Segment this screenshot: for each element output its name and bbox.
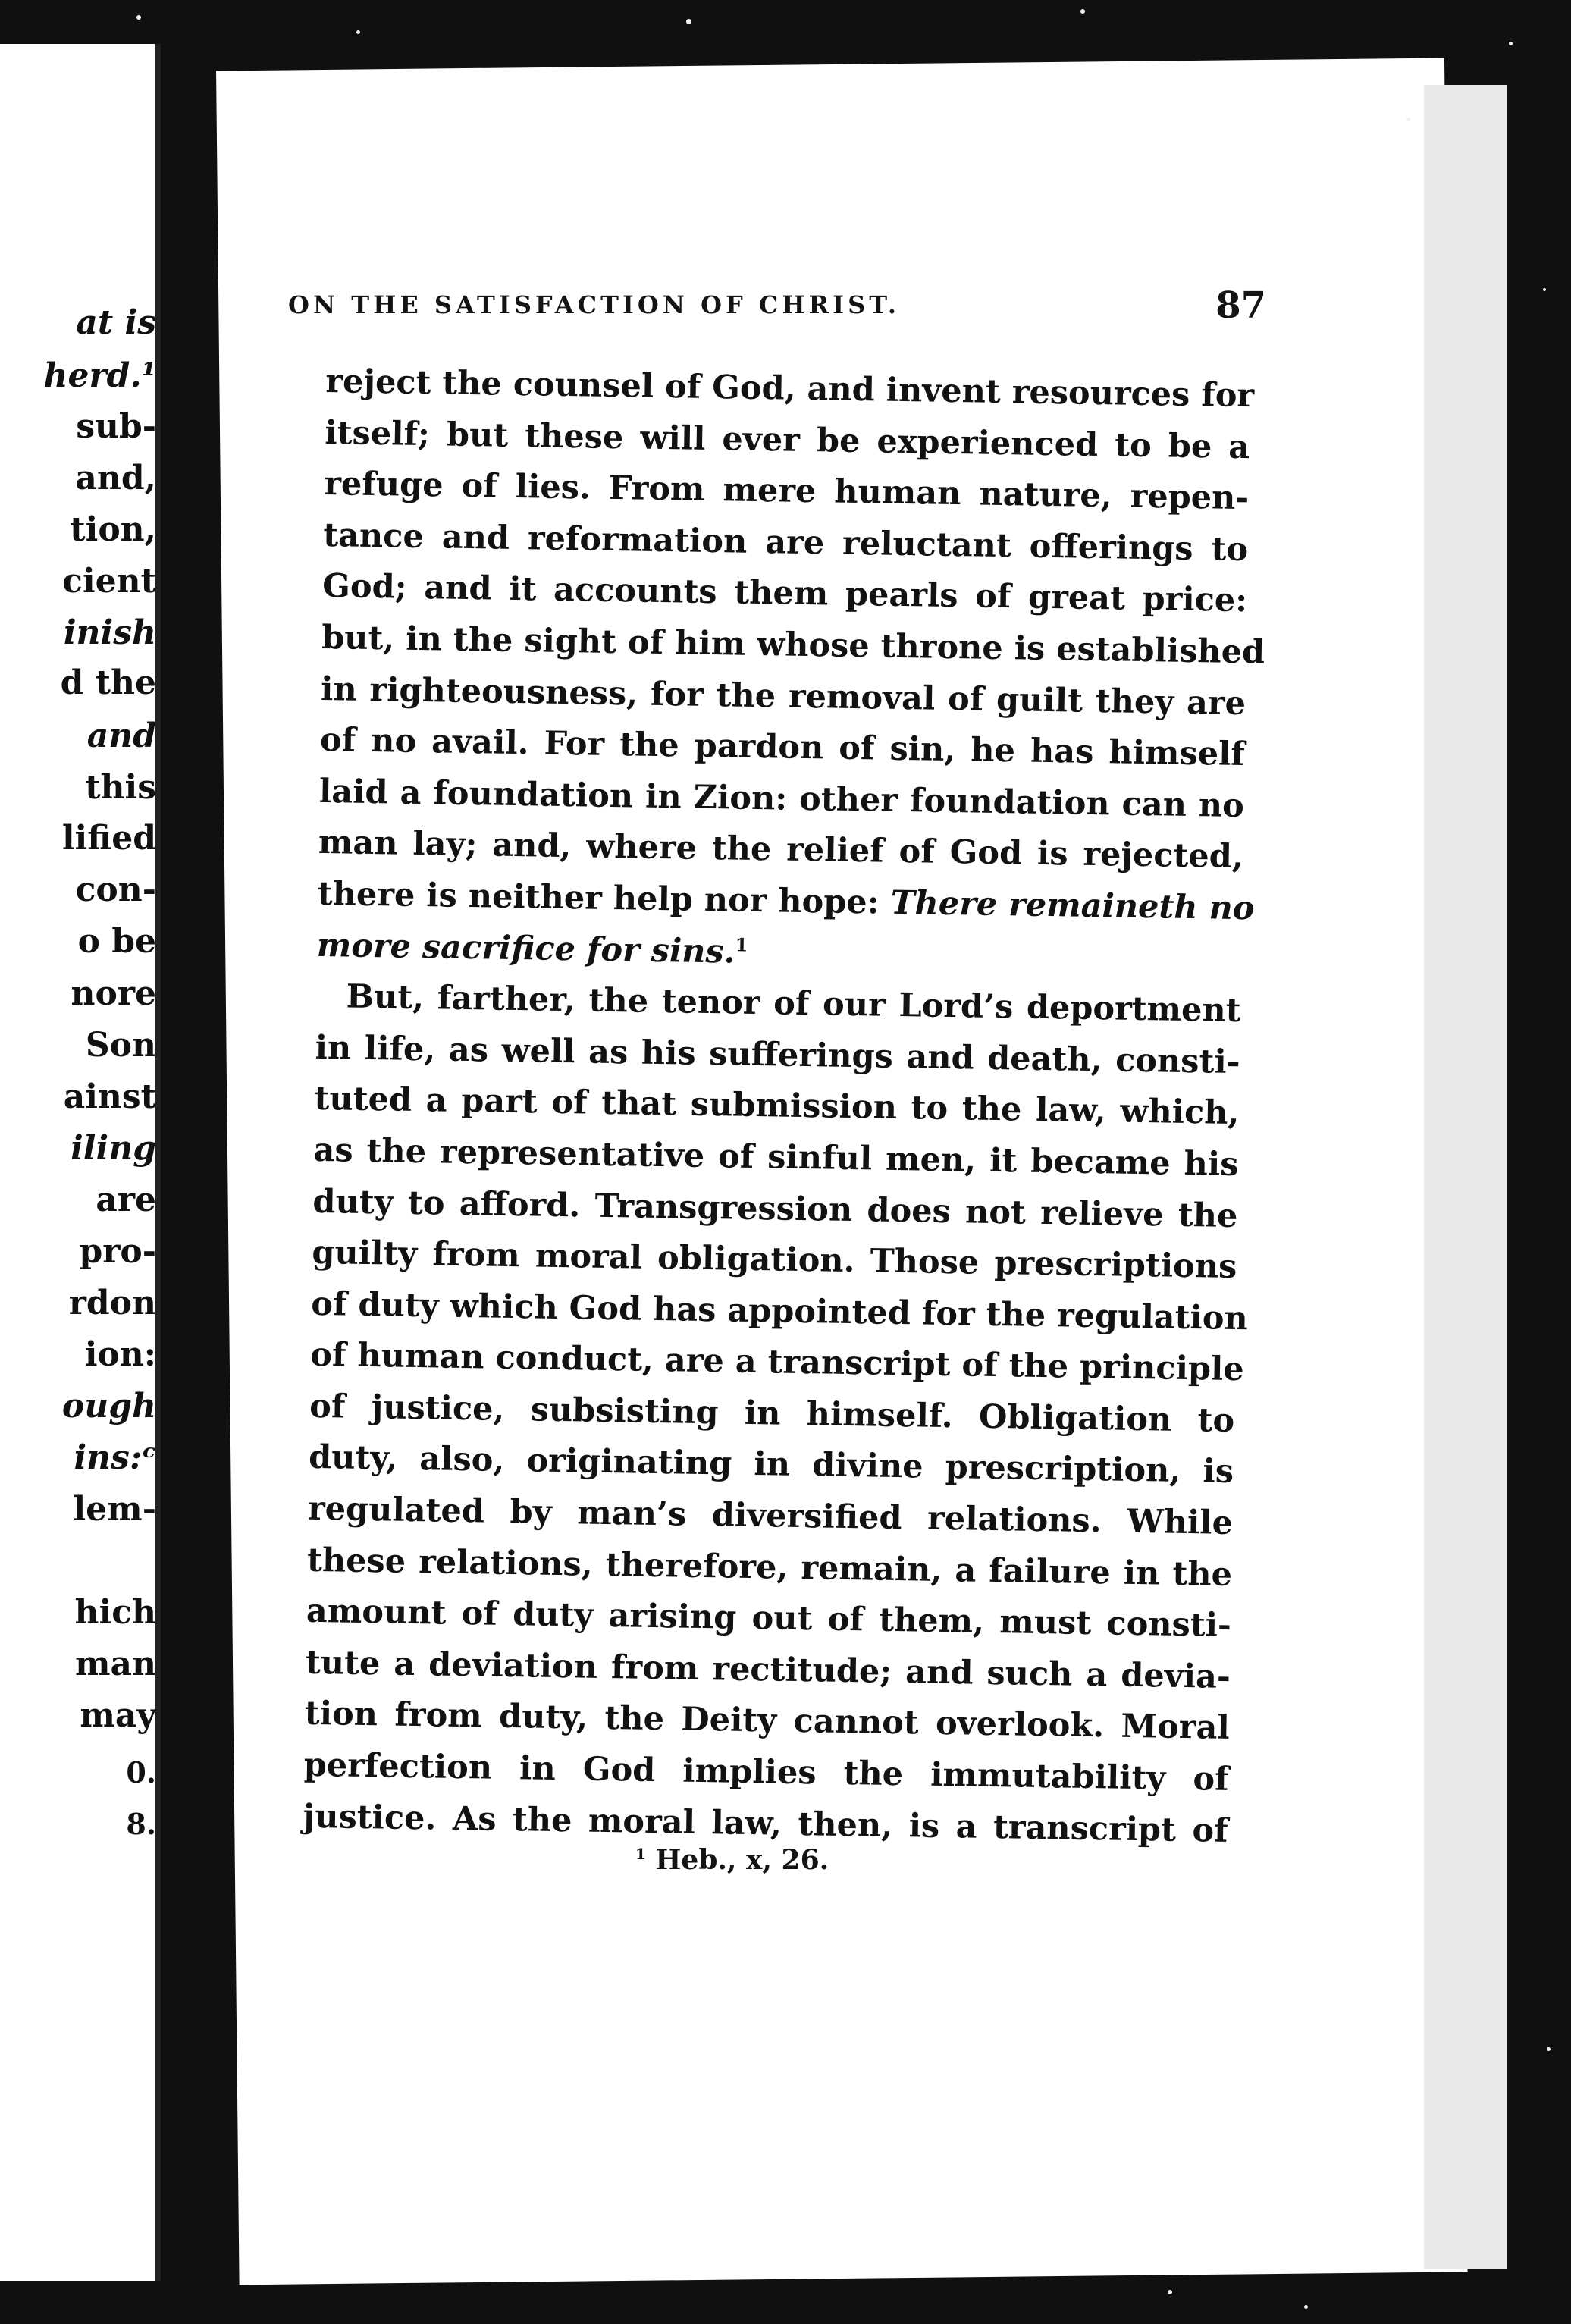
left-page-fragment: lem- — [73, 1490, 156, 1529]
left-page-fragment: cient — [62, 562, 156, 601]
left-page-fragment: sub- — [76, 407, 156, 446]
scan-speck — [1547, 2047, 1551, 2051]
left-page-fragment: 8. — [126, 1807, 156, 1841]
left-page-fragment: hich — [74, 1593, 156, 1632]
footnote-marker: 1 — [635, 1845, 646, 1863]
scan-speck — [1543, 288, 1546, 291]
scan-border — [1507, 76, 1571, 2320]
scan-speck — [1509, 42, 1513, 45]
line-text: duty, also, originating in divine prescription, is — [308, 1438, 1234, 1491]
line-text: duty to afford. Transgression does not relieve the — [312, 1182, 1238, 1235]
line-text: there is neither help nor hope: — [317, 874, 880, 922]
line-text: regulated by man’s diversified relations. While — [307, 1489, 1234, 1543]
left-page-fragment: ainst — [63, 1077, 156, 1116]
line-text: guilty from moral obligation. Those prescriptions — [312, 1233, 1237, 1287]
left-page-fragment: 0. — [126, 1755, 156, 1789]
body-text — [303, 356, 1265, 1857]
left-page-fragment: at is — [76, 303, 156, 342]
line-text: in righteousness, for the removal of guilt they are — [320, 670, 1246, 723]
left-page-fragment: are — [96, 1181, 156, 1219]
line-text: but, in the sight of him whose throne is established — [321, 618, 1265, 672]
line-text: tance and reformation are reluctant offerings to — [322, 516, 1249, 569]
line-text: of duty which God has appointed for the regulation — [310, 1284, 1249, 1338]
line-text: reject the counsel of God, and invent resources for — [325, 362, 1255, 416]
left-page-fragment: tion, — [70, 510, 156, 549]
scripture-quote: There remaineth no — [890, 883, 1255, 928]
line-text: laid a foundation in Zion: other foundation can no — [318, 772, 1245, 825]
left-page-fragment: ough — [61, 1387, 156, 1425]
scan-speck — [356, 30, 360, 34]
line-text: of human conduct, are a transcript of the principle — [309, 1336, 1245, 1389]
left-page-fragment: o be — [77, 922, 156, 961]
scan-speck — [1406, 118, 1410, 121]
left-page-fragment: con- — [75, 870, 156, 909]
left-page-fragment: iling — [71, 1129, 156, 1168]
left-page-fragment: d the — [60, 663, 156, 702]
line-text: itself; but these will ever be experienced to be a — [325, 413, 1250, 466]
line-text: But, farther, the tenor of our Lord’s deportment — [346, 977, 1241, 1030]
left-page-fragment: Son — [85, 1026, 156, 1065]
left-page-fragment: nore — [71, 974, 156, 1013]
scripture-quote: more sacrifice for sins. — [316, 926, 736, 971]
left-page-fragment: this — [85, 768, 156, 807]
scan-speck — [1168, 2290, 1172, 2294]
left-page-fragment: may — [80, 1696, 156, 1735]
line-text: of no avail. For the pardon of sin, he has himself — [319, 721, 1246, 774]
scan-speck — [1304, 2305, 1308, 2309]
previous-page-fragment — [0, 44, 161, 2281]
scan-speck — [136, 15, 141, 20]
left-page-fragment: rdon — [68, 1284, 156, 1322]
left-page-fragment: herd.¹ — [43, 356, 156, 395]
line-text: in life, as well as his sufferings and death, consti- — [315, 1028, 1240, 1081]
line-text: justice. As the moral law, then, is a transcript of — [303, 1797, 1228, 1850]
left-page-fragment: ion: — [84, 1335, 156, 1374]
page-number: 87 — [1215, 284, 1266, 327]
page-edge — [1424, 85, 1507, 2269]
line-text: refuge of lies. From mere human nature, repen- — [323, 465, 1250, 518]
footnote-text: Heb., x, 26. — [655, 1844, 829, 1876]
left-page-fragment: pro- — [79, 1232, 156, 1271]
running-head — [288, 284, 1266, 337]
scan-speck — [686, 19, 691, 24]
scan-speck — [1080, 9, 1085, 14]
footnote — [635, 1844, 829, 1876]
left-page-fragment: lified — [61, 819, 156, 858]
line-text: tion from duty, the Deity cannot overlook. Moral — [304, 1695, 1231, 1748]
left-page-fragment: and — [86, 717, 156, 755]
left-page-fragment: man — [74, 1645, 156, 1683]
line-text: man lay; and, where the relief of God is rejected, — [318, 823, 1244, 877]
line-text: tute a deviation from rectitude; and such a devia- — [305, 1643, 1231, 1696]
footnote-reference: 1 — [735, 933, 748, 956]
line-text: amount of duty arising out of them, must consti- — [306, 1592, 1232, 1645]
line-text: of justice, subsisting in himself. Obligation to — [309, 1387, 1235, 1440]
line-text: as the representative of sinful men, it became his — [313, 1131, 1239, 1184]
line-text: perfection in God implies the immutability of — [303, 1745, 1230, 1799]
line-text: these relations, therefore, remain, a failure in the — [306, 1541, 1233, 1594]
left-page-fragment: ins:ᶜ — [74, 1438, 156, 1477]
left-page-fragment: and, — [75, 459, 156, 497]
left-page-fragment: inish — [63, 613, 156, 652]
line-text: God; and it accounts them pearls of great price: — [321, 567, 1248, 620]
line-text: tuted a part of that submission to the law, which, — [314, 1080, 1240, 1133]
running-title: ON THE SATISFACTION OF CHRIST. — [288, 290, 901, 319]
